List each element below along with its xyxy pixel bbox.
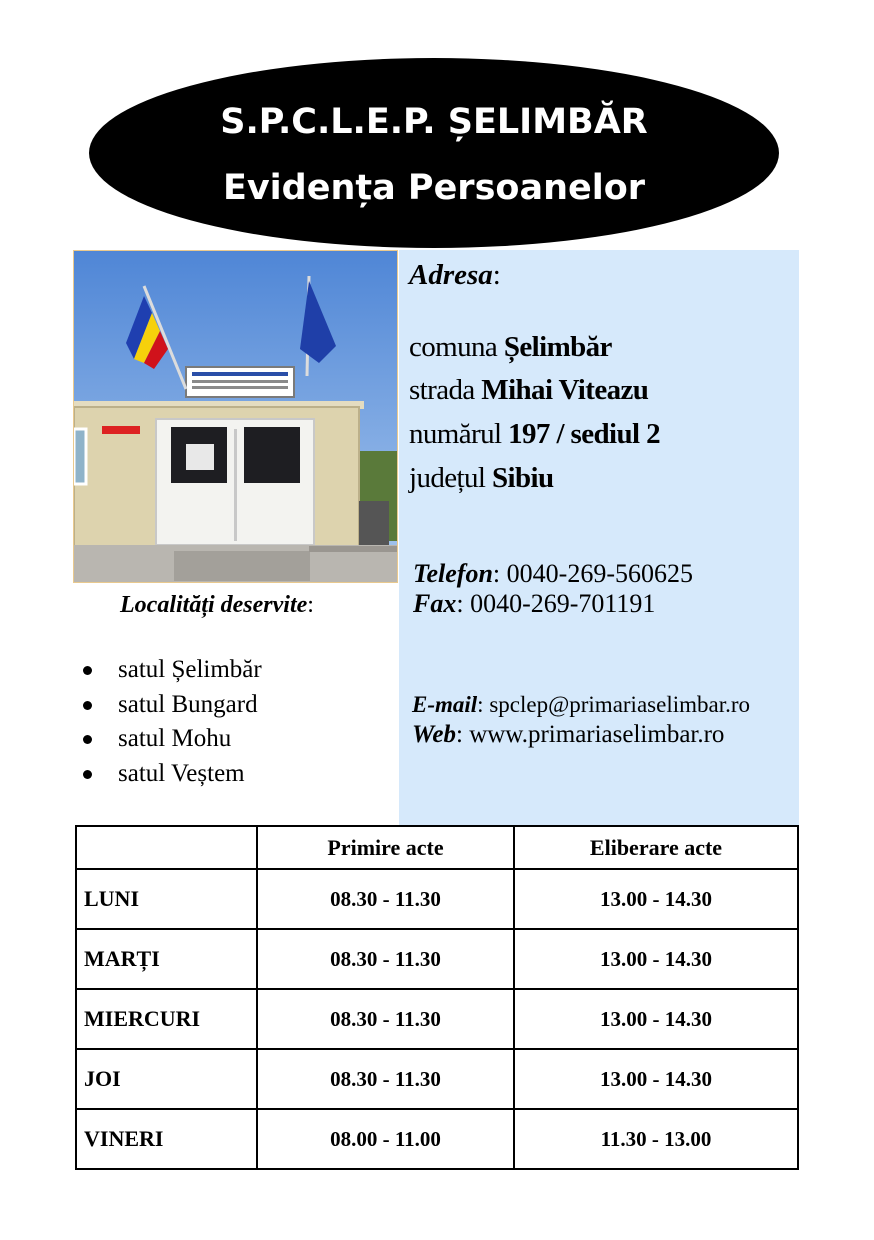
table-row [76, 869, 798, 929]
web-link[interactable]: www.primariaselimbar.ro [469, 721, 725, 748]
red-sign [102, 426, 140, 434]
page-title: S.P.C.L.E.P. ȘELIMBĂR [220, 102, 648, 142]
table-row [76, 1109, 798, 1169]
address-heading: Adresa: [409, 259, 501, 291]
primire-cell: 08.30 - 11.30 [257, 869, 514, 929]
web-line: Web: www.primariaselimbar.ro [412, 721, 725, 748]
list-item: satul Bungard [82, 688, 262, 723]
primire-cell: 08.00 - 11.00 [257, 1109, 514, 1169]
localities-list [82, 653, 262, 791]
eliberare-cell: 13.00 - 14.30 [514, 1049, 798, 1109]
table-header-row [76, 826, 798, 869]
address-street: strada Mihai Viteazu [409, 374, 649, 406]
bullet-icon [83, 735, 92, 744]
day-cell: MARȚI [76, 929, 257, 989]
localities-heading: Localități deservite: [120, 592, 314, 618]
phone-line: Telefon: 0040-269-560625 [413, 559, 693, 588]
header-cell-empty [76, 826, 257, 869]
bullet-icon [83, 701, 92, 710]
primire-cell: 08.30 - 11.30 [257, 929, 514, 989]
bullet-icon [83, 666, 92, 675]
bullet-icon [83, 770, 92, 779]
day-cell: JOI [76, 1049, 257, 1109]
day-cell: LUNI [76, 869, 257, 929]
window [74, 429, 86, 484]
header-cell-primire: Primire acte [257, 826, 514, 869]
office-photo [73, 250, 398, 583]
day-cell: VINERI [76, 1109, 257, 1169]
list-item: satul Șelimbăr [82, 653, 262, 688]
page-subtitle: Evidența Persoanelor [222, 168, 646, 208]
table-row [76, 929, 798, 989]
fax-line: Fax: 0040-269-701191 [413, 589, 656, 618]
phone-number[interactable]: 0040-269-560625 [506, 559, 693, 588]
header-cell-eliberare: Eliberare acte [514, 826, 798, 869]
office-illustration [74, 251, 398, 583]
primire-cell: 08.30 - 11.30 [257, 989, 514, 1049]
list-item: satul Mohu [82, 722, 262, 757]
table-row [76, 989, 798, 1049]
eliberare-cell: 13.00 - 14.30 [514, 929, 798, 989]
schedule-table [75, 825, 799, 1170]
title-banner [89, 58, 779, 248]
primire-cell: 08.30 - 11.30 [257, 1049, 514, 1109]
eliberare-cell: 13.00 - 14.30 [514, 869, 798, 929]
table-row [76, 1049, 798, 1109]
fax-number: 0040-269-701191 [470, 589, 656, 618]
address-commune: comuna Șelimbăr [409, 331, 612, 363]
address-county: județul Sibiu [409, 462, 554, 494]
email-link[interactable]: spclep@primariaselimbar.ro [489, 692, 750, 717]
list-item: satul Veștem [82, 757, 262, 792]
address-number: numărul 197 / sediul 2 [409, 418, 661, 450]
day-cell: MIERCURI [76, 989, 257, 1049]
eliberare-cell: 13.00 - 14.30 [514, 989, 798, 1049]
eliberare-cell: 11.30 - 13.00 [514, 1109, 798, 1169]
email-line: E-mail: spclep@primariaselimbar.ro [412, 692, 750, 717]
